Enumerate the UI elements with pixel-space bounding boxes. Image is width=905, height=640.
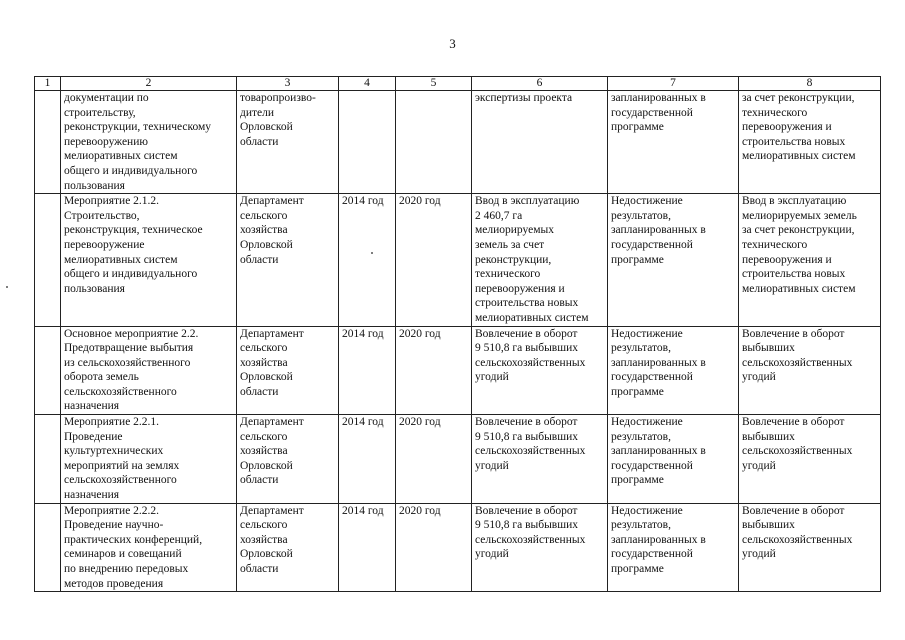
cell-expected-result: Вовлечение в оборот 9 510,8 га выбывших сельскохозяйственных угодий	[472, 326, 608, 415]
cell-start-year: 2014 год	[339, 415, 396, 504]
cell-indicator-link: Вовлечение в оборот выбывших сельскохозяйственных угодий	[739, 415, 881, 504]
cell-measure-name: Основное мероприятие 2.2. Предотвращение выбытия из сельскохозяйственного оборота земель сельскохозяйственного назначения	[61, 326, 237, 415]
scan-speck	[371, 252, 373, 254]
cell-start-year	[339, 91, 396, 194]
cell-measure-name: Мероприятие 2.2.2. Проведение научно- практических конференций, семинаров и совещаний по внедрению передовых методов проведения	[61, 503, 237, 592]
cell-executor: Департамент сельского хозяйства Орловской области	[237, 194, 339, 326]
cell-end-year: 2020 год	[396, 503, 472, 592]
page-number: 3	[449, 36, 456, 51]
cell-end-year: 2020 год	[396, 415, 472, 504]
cell-start-year: 2014 год	[339, 503, 396, 592]
cell-end-year: 2020 год	[396, 326, 472, 415]
cell-indicator-link: за счет реконструкции, технического перевооружения и строительства новых мелиоративных систем	[739, 91, 881, 194]
cell-consequences: Недостижение результатов, запланированных в государственной программе	[608, 326, 739, 415]
cell-executor: Департамент сельского хозяйства Орловской области	[237, 503, 339, 592]
column-header-3: 3	[237, 77, 339, 91]
cell-end-year	[396, 91, 472, 194]
cell-measure-name: документации по строительству, реконструкции, техническому перевооружению мелиоративных систем общего и индивидуального пользования	[61, 91, 237, 194]
table-row	[35, 415, 881, 504]
cell-measure-name: Мероприятие 2.1.2. Строительство, реконструкция, техническое перевооружение мелиоративных систем общего и индивидуального пользования	[61, 194, 237, 326]
column-header-1: 1	[35, 77, 61, 91]
cell-consequences: запланированных в государственной программе	[608, 91, 739, 194]
program-measures-table	[34, 76, 881, 592]
cell-number	[35, 503, 61, 592]
cell-executor: товаропроизво- дители Орловской области	[237, 91, 339, 194]
scan-speck	[6, 286, 8, 288]
table-row	[35, 503, 881, 592]
column-header-4: 4	[339, 77, 396, 91]
cell-indicator-link: Вовлечение в оборот выбывших сельскохозяйственных угодий	[739, 326, 881, 415]
cell-start-year: 2014 год	[339, 326, 396, 415]
table-row	[35, 326, 881, 415]
column-header-8: 8	[739, 77, 881, 91]
header-row	[35, 77, 881, 91]
cell-expected-result: Вовлечение в оборот 9 510,8 га выбывших сельскохозяйственных угодий	[472, 503, 608, 592]
cell-number	[35, 326, 61, 415]
cell-consequences: Недостижение результатов, запланированных в государственной программе	[608, 503, 739, 592]
cell-expected-result: Вовлечение в оборот 9 510,8 га выбывших сельскохозяйственных угодий	[472, 415, 608, 504]
cell-executor: Департамент сельского хозяйства Орловской области	[237, 326, 339, 415]
column-header-2: 2	[61, 77, 237, 91]
cell-number	[35, 194, 61, 326]
cell-indicator-link: Ввод в эксплуатацию мелиорируемых земель за счет реконструкции, технического перевооружения и строительства новых мелиоративных систем	[739, 194, 881, 326]
table-row	[35, 91, 881, 194]
cell-indicator-link: Вовлечение в оборот выбывших сельскохозяйственных угодий	[739, 503, 881, 592]
cell-executor: Департамент сельского хозяйства Орловской области	[237, 415, 339, 504]
cell-measure-name: Мероприятие 2.2.1. Проведение культуртехнических мероприятий на землях сельскохозяйственного назначения	[61, 415, 237, 504]
cell-start-year: 2014 год	[339, 194, 396, 326]
cell-expected-result: Ввод в эксплуатацию 2 460,7 га мелиорируемых земель за счет реконструкции, технического перевооружения и строительства новых мелиоративных систем	[472, 194, 608, 326]
column-header-6: 6	[472, 77, 608, 91]
table-row	[35, 194, 881, 326]
column-header-7: 7	[608, 77, 739, 91]
cell-consequences: Недостижение результатов, запланированных в государственной программе	[608, 415, 739, 504]
cell-consequences: Недостижение результатов, запланированных в государственной программе	[608, 194, 739, 326]
cell-number	[35, 91, 61, 194]
cell-end-year: 2020 год	[396, 194, 472, 326]
cell-expected-result: экспертизы проекта	[472, 91, 608, 194]
column-header-5: 5	[396, 77, 472, 91]
cell-number	[35, 415, 61, 504]
